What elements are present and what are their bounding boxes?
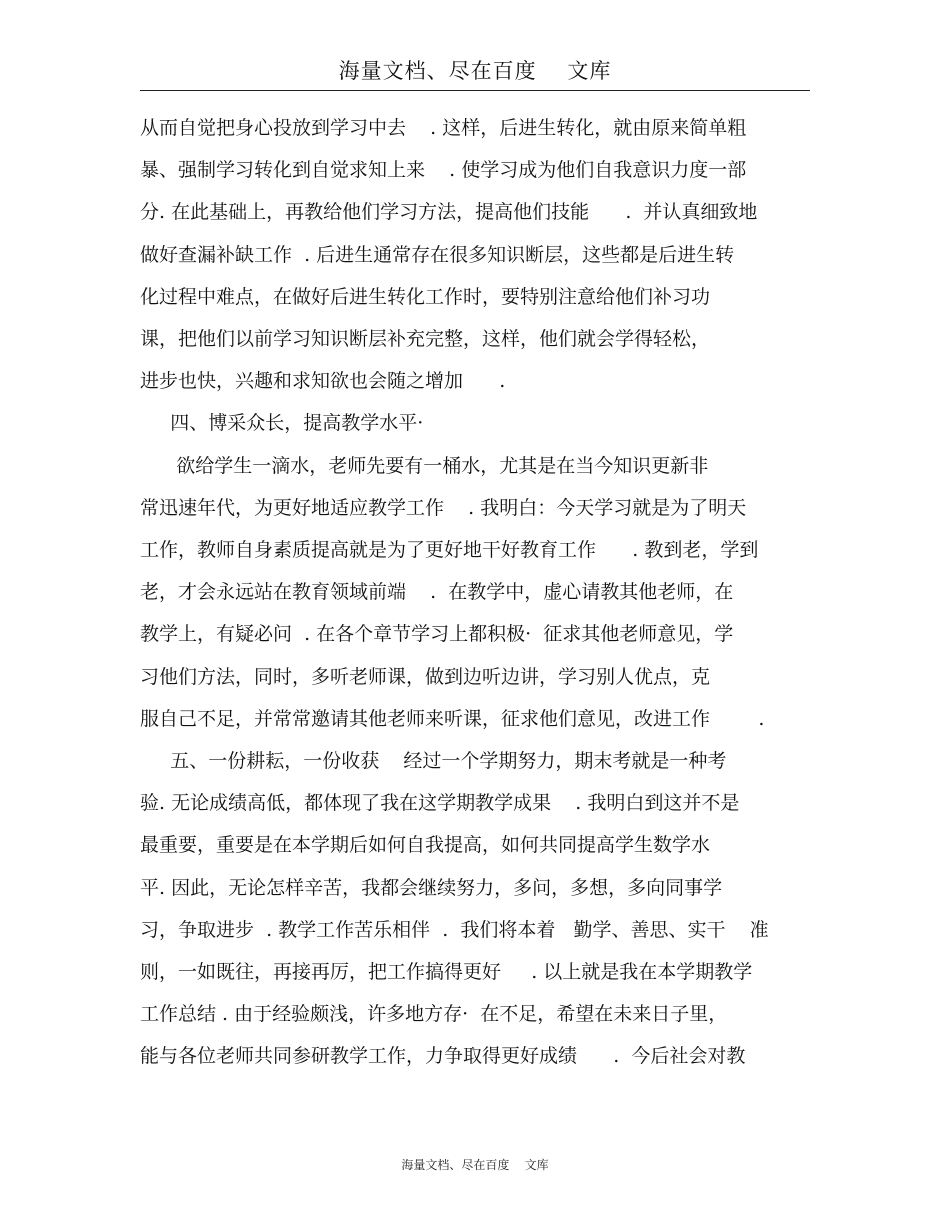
body-line: 服自己不足，并常常邀请其他老师来听课，征求他们意见，改进工作 . [140,708,765,730]
body-line: 工作，教师自身素质提高就是为了更好地干好教育工作 . 教到老，学到 [140,539,759,561]
body-line: 工作总结 . 由于经验颇浅，许多地方存· 在不足，希望在未来日子里， [140,1003,728,1025]
body-line: 验. 无论成绩高低，都体现了我在这学期教学成果 . 我明白到这并不是 [140,792,740,814]
body-line: 能与各位老师共同参研教学工作，力争取得更好成绩 . 今后社会对教 [140,1045,746,1067]
page-header [140,56,810,91]
body-line: 则，一如既往，再接再厉，把工作搞得更好 . 以上就是我在本学期教学 [140,961,753,983]
body-line: 五、一份耕耘，一份收获 经过一个学期努力，期末考就是一种考 [140,750,727,772]
header-title: 海量文档、尽在百度 文库 [338,59,612,83]
body-line: 暴、强制学习转化到自觉求知上来 . 使学习成为他们自我意识力度一部 [140,159,747,181]
body-line: 教学上，有疑必问 . 在各个章节学习上都积极· 征求其他老师意见，学 [140,623,734,645]
body-line: 平. 因此，无论怎样辛苦，我都会继续努力，多问，多想，多向同事学 [140,877,723,899]
body-line: 四、博采众长，提高教学水平· [140,412,424,434]
body-line: 习，争取进步 . 教学工作苦乐相伴 . 我们将本着 勤学、善思、实干 准 [140,919,769,941]
body-line: 最重要，重要是在本学期后如何自我提高，如何共同提高学生数学水 [140,834,711,856]
body-line: 习他们方法，同时，多听老师课，做到边听边讲，学习别人优点，克 [140,666,711,688]
body-line: 欲给学生一滴水，老师先要有一桶水，尤其是在当今知识更新非 [140,455,709,477]
page-footer: 海量文档、尽在百度 文库 [401,1158,549,1172]
body-line: 老，才会永远站在教育领域前端 . 在教学中，虚心请教其他老师，在 [140,581,734,603]
body-line: 进步也快，兴趣和求知欲也会随之增加 . [140,370,506,392]
body-line: 化过程中难点，在做好后进生转化工作时，要特别注意给他们补习功 [140,286,711,308]
body-line: 常迅速年代，为更好地适应教学工作 . 我明白：今天学习就是为了明天 [140,497,747,519]
body-line: 分. 在此基础上，再教给他们学习方法，提高他们技能 . 并认真细致地 [140,201,758,223]
body-line: 课，把他们以前学习知识断层补充完整，这样，他们就会学得轻松， [140,328,711,350]
body-line: 从而自觉把身心投放到学习中去 . 这样，后进生转化，就由原来简单粗 [140,117,747,139]
body-line: 做好查漏补缺工作 . 后进生通常存在很多知识断层，这些都是后进生转 [140,244,735,266]
